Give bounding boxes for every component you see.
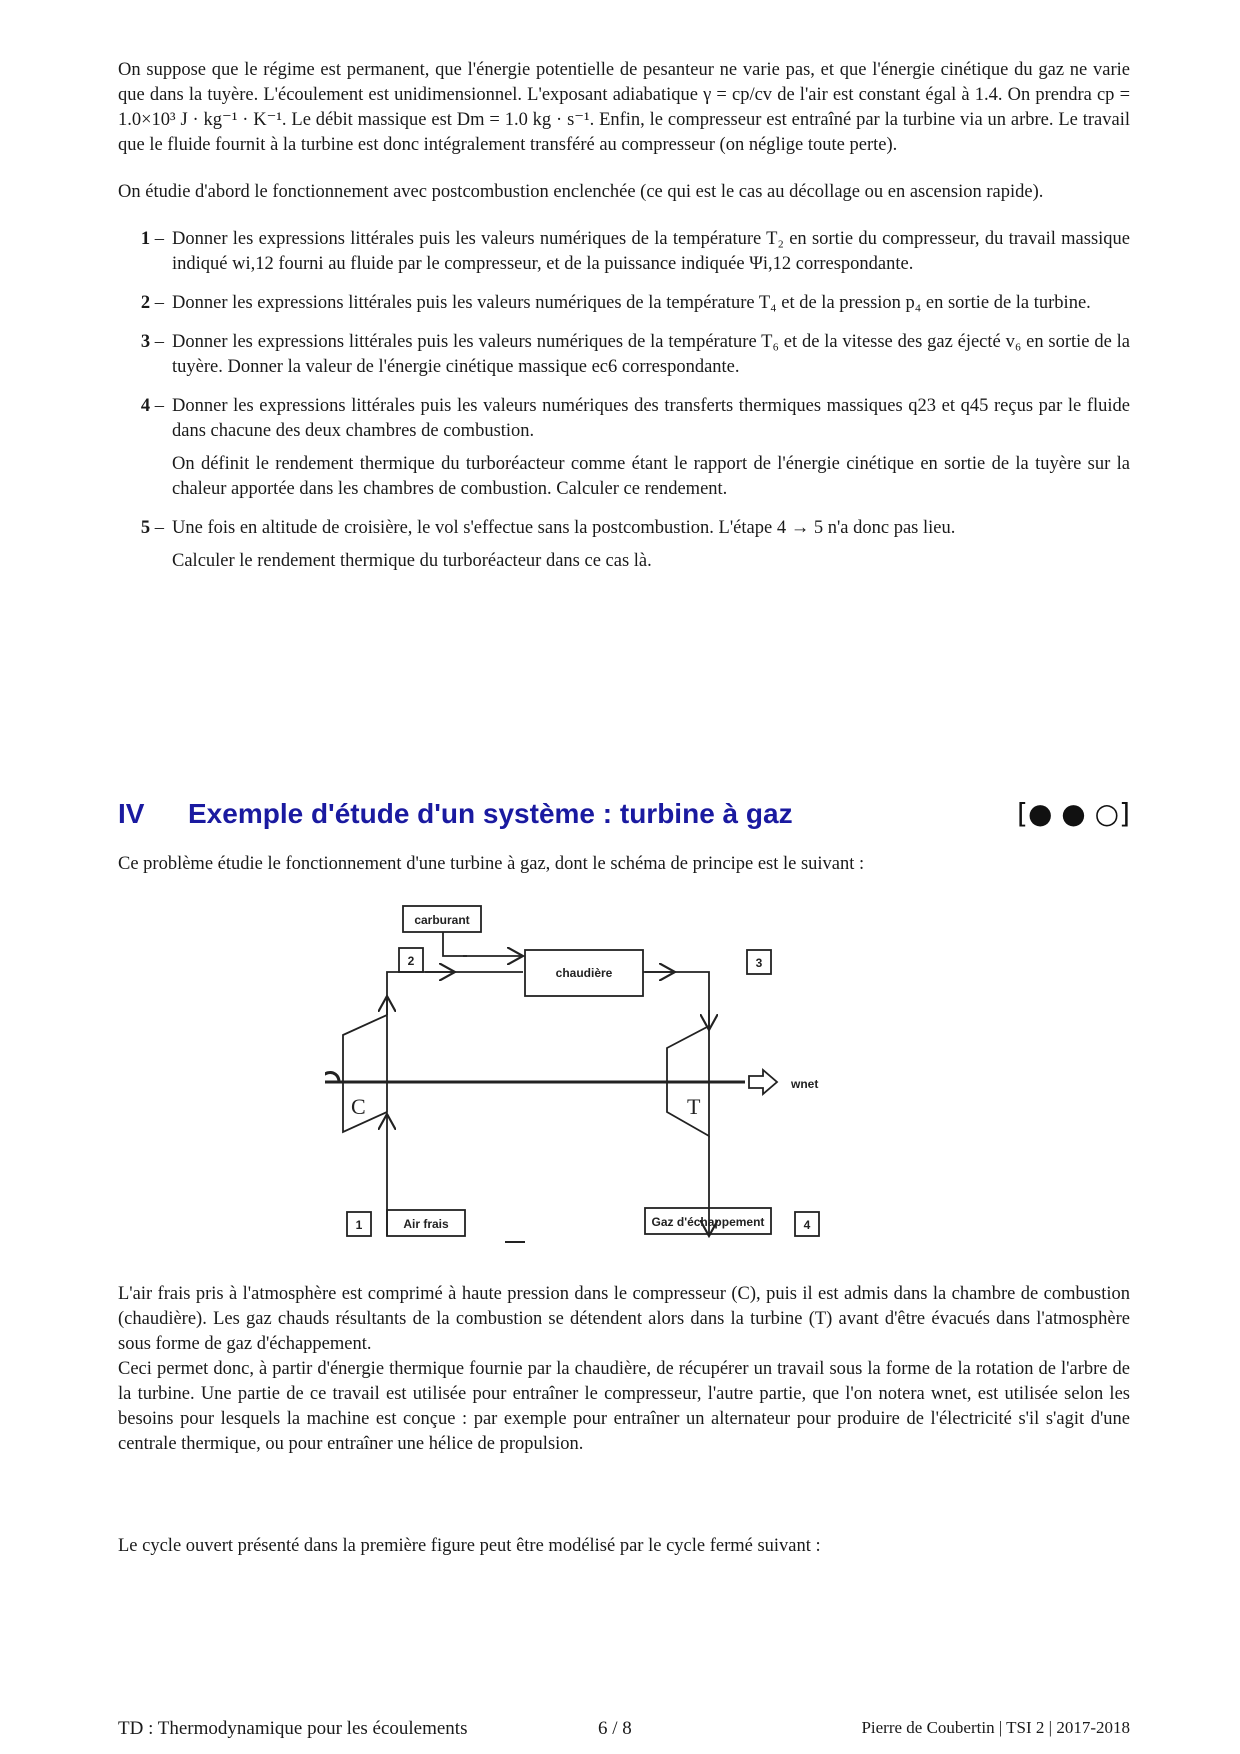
intro-paragraph-1: On suppose que le régime est permanent, que l'énergie potentielle de pesanteur ne varie pas, et que l'énergie cinétique du gaz ne varie que dans la tuyère. L'écoulement est unidimensionnel. L'exposant adiabatique γ = cp/cv de l'air est constant égal à 1.4. On prendra cp = 1.0×10³ J · kg⁻¹ · K⁻¹. Le débit massique est Dm = 1.0 kg · s⁻¹. Enfin, le compresseur est entraîné par la turbine via un arbre. Le travail que le fluide fournit à la turbine est donc intégralement transféré au compresseur (on néglige toute perte). — [118, 60, 1130, 155]
explanation-paragraph-2: Ceci permet donc, à partir d'énergie thermique fournie par la chaudière, de récupérer un travail sous la forme de la rotation de l'arbre de la turbine. Une partie de ce travail est utilisée pour entraîner le compresseur, l'autre partie, que l'on notera wnet, est utilisée selon les besoins pour lesquels la machine est conçue : par exemple pour entraîner un alternateur pour produire de l'électricité s'il s'agit d'une centrale thermique, ou pour entraîner une hélice de propulsion. — [118, 1359, 1130, 1454]
question-text-extra: Calculer le rendement thermique du turboréacteur dans ce cas là. — [172, 551, 652, 571]
closing-paragraph: Le cycle ouvert présenté dans la première figure peut être modélisé par le cycle fermé suivant : — [118, 1536, 821, 1556]
question-1: 1 – Donner les expressions littérales puis les valeurs numériques de la température T₂ en sortie du compresseur, du travail massique indiqué wi,12 fourni au fluide par le compresseur, et de la puissance indiquée Ψi,12 correspondante. — [118, 227, 1130, 277]
air-label: Air frais — [403, 1217, 449, 1231]
explanation-paragraph-1: L'air frais pris à l'atmosphère est comprimé à haute pression dans le compresseur (C), puis il est admis dans la chambre de combustion (chaudière). Les gaz chauds résultants de la combustion se détendent alors dans la turbine (T) avant d'être évacués dans l'atmosphère sous forme de gaz d'échappement. — [118, 1284, 1130, 1354]
footer-school: Pierre de Coubertin | TSI 2 | 2017-2018 — [861, 1718, 1130, 1737]
carburant-label: carburant — [414, 913, 470, 927]
question-text: Donner les expressions littérales puis les valeurs numériques des transferts thermiques massiques q23 et q45 reçus par le fluide dans chacune des deux chambres de combustion. — [172, 396, 1130, 441]
question-4: 4 – Donner les expressions littérales puis les valeurs numériques des transferts thermiques massiques q23 et q45 reçus par le fluide dans chacune des deux chambres de combustion. On définit le rendement thermique du turboréacteur comme étant le rapport de l'énergie cinétique en sortie de la tuyère sur la chaleur apportée dans les chambres de combustion. Calculer ce rendement. — [118, 394, 1130, 502]
node-3-label: 3 — [755, 956, 763, 970]
question-text: Donner les expressions littérales puis les valeurs numériques de la température T₆ et de la vitesse des gaz éjecté v₆ en sortie de la tuyère. Donner la valeur de l'énergie cinétique massique ec6 correspondante. — [172, 332, 1130, 377]
question-text: Une fois en altitude de croisière, le vol s'effectue sans la postcombustion. L'étape 4 → 5 n'a donc pas lieu. — [172, 518, 956, 538]
diagram-svg — [325, 900, 945, 1260]
boiler-outlet-line — [643, 972, 709, 1026]
wnet-label: wnet — [791, 1077, 819, 1091]
footer-course: TD : Thermodynamique pour les écoulements — [118, 1718, 468, 1739]
boiler-label: chaudière — [555, 966, 613, 980]
question-2: 2 – Donner les expressions littérales puis les valeurs numériques de la température T₄ et de la pression p₄ en sortie de la turbine. — [118, 291, 1130, 316]
node-4-label: 4 — [803, 1218, 811, 1232]
section-intro: Ce problème étudie le fonctionnement d'une turbine à gaz, dont le schéma de principe est le suivant : — [118, 854, 865, 874]
question-number: 3 — [140, 332, 151, 352]
footer-page-number: 6 / 8 — [598, 1718, 632, 1739]
difficulty-indicator: [● ● ○] — [1017, 797, 1130, 830]
node-2-label: 2 — [407, 954, 415, 968]
question-3: 3 – Donner les expressions littérales puis les valeurs numériques de la température T₆ et de la vitesse des gaz éjecté v₆ en sortie de la tuyère. Donner la valeur de l'énergie cinétique massique ec6 correspondante. — [118, 330, 1130, 380]
turbine-label: T — [687, 1094, 701, 1119]
question-text-extra: On définit le rendement thermique du turboréacteur comme étant le rapport de l'énergie cinétique en sortie de la tuyère sur la chaleur apportée dans les chambres de combustion. Calculer ce rendement. — [172, 454, 1130, 499]
section-title: Exemple d'étude d'un système : turbine à gaz — [188, 797, 793, 829]
question-5: 5 – Une fois en altitude de croisière, le vol s'effectue sans la postcombustion. L'étape 4 → 5 n'a donc pas lieu. Calculer le rendement thermique du turboréacteur dans ce cas là. — [118, 516, 1130, 574]
section-heading — [118, 797, 1130, 830]
question-text: Donner les expressions littérales puis les valeurs numériques de la température T₄ et de la pression p₄ en sortie de la turbine. — [172, 293, 1091, 313]
top-content — [118, 58, 1130, 588]
question-number: 4 — [140, 396, 151, 416]
compressor-outlet-line — [387, 972, 523, 1015]
question-number: 5 — [140, 518, 151, 538]
question-text: Donner les expressions littérales puis les valeurs numériques de la température T₂ en sortie du compresseur, du travail massique indiqué wi,12 fourni au fluide par le compresseur, et de la puissance indiquée Ψi,12 correspondante. — [172, 229, 1130, 274]
gas-turbine-diagram — [325, 900, 945, 1260]
question-number: 2 — [140, 293, 151, 313]
closing-block — [118, 1534, 1130, 1559]
wnet-arrow — [749, 1070, 777, 1094]
section-number: IV — [118, 797, 145, 829]
fuel-flow-line — [443, 932, 467, 956]
compressor-label: C — [351, 1094, 366, 1119]
intro-paragraph-2: On étudie d'abord le fonctionnement avec postcombustion enclenchée (ce qui est le cas au décollage ou en ascension rapide). — [118, 182, 1044, 202]
explanation-block — [118, 1282, 1130, 1457]
node-1-label: 1 — [355, 1218, 363, 1232]
section-intro-block — [118, 852, 1130, 877]
exhaust-label: Gaz d'échappement — [651, 1215, 765, 1229]
question-number: 1 — [140, 229, 151, 249]
